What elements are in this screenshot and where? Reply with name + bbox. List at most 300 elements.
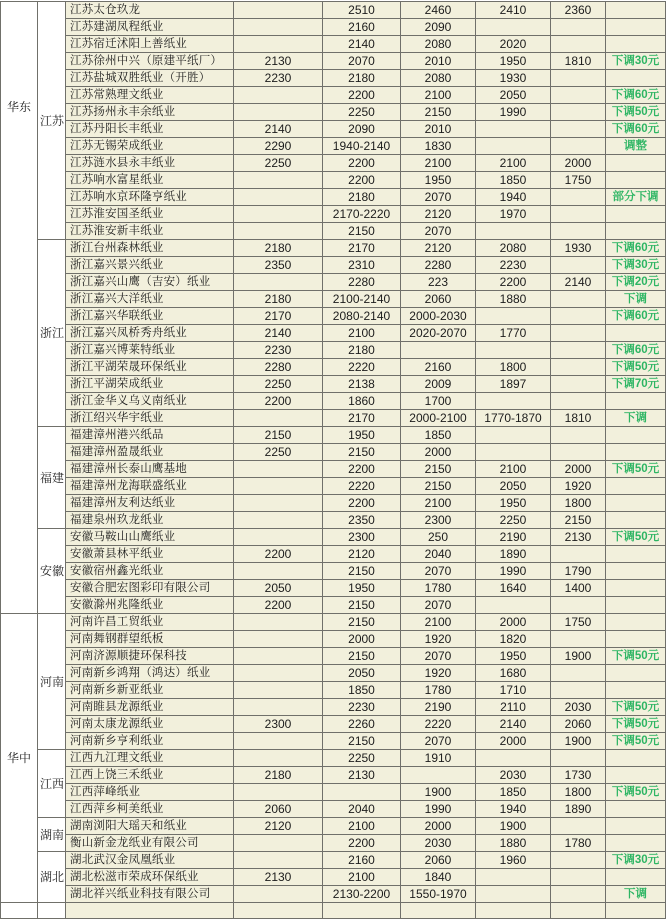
- note-cell: [606, 325, 666, 342]
- price-cell: 1780: [551, 835, 606, 852]
- price-cell: 2120: [401, 206, 476, 223]
- price-cell: [234, 682, 323, 699]
- price-cell: 2180: [234, 291, 323, 308]
- price-cell: 2280: [401, 257, 476, 274]
- price-cell: 2180: [323, 342, 401, 359]
- table-row: [1, 461, 666, 478]
- price-cell: 2100: [323, 869, 401, 886]
- note-cell: 下调50元: [606, 784, 666, 801]
- table-row: [1, 835, 666, 852]
- price-cell: 1780: [401, 580, 476, 597]
- price-cell: 2230: [476, 257, 551, 274]
- table-row: [1, 733, 666, 750]
- price-cell: 2120: [323, 546, 401, 563]
- price-cell: 2100: [401, 495, 476, 512]
- note-cell: [606, 903, 666, 919]
- note-cell: 下调30元: [606, 257, 666, 274]
- note-cell: 部分下调: [606, 189, 666, 206]
- price-cell: 2200: [323, 835, 401, 852]
- note-cell: 下调: [606, 291, 666, 308]
- table-row: [1, 359, 666, 376]
- price-cell: 2120: [234, 818, 323, 835]
- province-cell: [38, 903, 66, 919]
- price-cell: 2460: [401, 2, 476, 19]
- price-cell: 1810: [551, 410, 606, 427]
- price-cell: 2000: [476, 614, 551, 631]
- company-cell: 江苏扬州永丰余纸业: [66, 104, 234, 121]
- price-cell: 1800: [551, 784, 606, 801]
- price-cell: 1770: [476, 325, 551, 342]
- price-cell: 2000: [476, 733, 551, 750]
- price-cell: 2150: [551, 512, 606, 529]
- price-cell: 2170: [234, 308, 323, 325]
- price-cell: [401, 903, 476, 919]
- company-cell: 江苏涟水县永丰纸业: [66, 155, 234, 172]
- table-row: [1, 546, 666, 563]
- price-cell: [476, 869, 551, 886]
- price-cell: 2140: [476, 716, 551, 733]
- price-cell: 2130: [234, 869, 323, 886]
- company-cell: 湖北武汉金凤凰纸业: [66, 852, 234, 869]
- price-cell: 2250: [476, 512, 551, 529]
- price-cell: 1950: [323, 427, 401, 444]
- price-cell: 250: [401, 529, 476, 546]
- price-cell: 2140: [551, 274, 606, 291]
- table-row: [1, 189, 666, 206]
- price-cell: [551, 138, 606, 155]
- company-cell: 江西九江理文纸业: [66, 750, 234, 767]
- price-cell: 2000: [401, 444, 476, 461]
- price-cell: 2100: [401, 87, 476, 104]
- province-cell: 江苏: [38, 2, 66, 240]
- price-cell: [551, 342, 606, 359]
- table-row: [1, 597, 666, 614]
- price-cell: [234, 189, 323, 206]
- price-cell: [234, 614, 323, 631]
- price-cell: 1990: [401, 801, 476, 818]
- price-cell: 2090: [401, 19, 476, 36]
- price-cell: 2070: [401, 648, 476, 665]
- price-cell: 2180: [323, 189, 401, 206]
- note-cell: 下调50元: [606, 529, 666, 546]
- price-cell: 2170: [323, 240, 401, 257]
- company-cell: 江西上饶三禾纸业: [66, 767, 234, 784]
- price-cell: 1850: [323, 682, 401, 699]
- table-row: [1, 257, 666, 274]
- price-cell: 2020: [476, 36, 551, 53]
- price-cell: 2138: [323, 376, 401, 393]
- price-cell: [234, 206, 323, 223]
- company-cell: 江苏徐州中兴（原建平纸厂）: [66, 53, 234, 70]
- price-cell: 2200: [476, 274, 551, 291]
- note-cell: 下调60元: [606, 87, 666, 104]
- price-cell: 2160: [401, 359, 476, 376]
- price-cell: 2150: [401, 461, 476, 478]
- price-cell: 1940: [476, 801, 551, 818]
- note-cell: [606, 869, 666, 886]
- table-row: [1, 325, 666, 342]
- table-row: [1, 682, 666, 699]
- price-cell: 2150: [401, 104, 476, 121]
- price-cell: 1680: [476, 665, 551, 682]
- price-cell: 1640: [476, 580, 551, 597]
- price-cell: 2230: [323, 699, 401, 716]
- price-cell: 2009: [401, 376, 476, 393]
- price-cell: 2140: [234, 325, 323, 342]
- price-cell: 2160: [323, 852, 401, 869]
- company-cell: 江苏响水京环隆亨纸业: [66, 189, 234, 206]
- province-cell: 浙江: [38, 240, 66, 427]
- price-cell: [551, 682, 606, 699]
- note-cell: 下调50元: [606, 461, 666, 478]
- price-cell: 1860: [323, 393, 401, 410]
- note-cell: [606, 767, 666, 784]
- table-row: [1, 104, 666, 121]
- price-cell: [476, 903, 551, 919]
- price-cell: 1770-1870: [476, 410, 551, 427]
- price-cell: [551, 19, 606, 36]
- table-row: [1, 818, 666, 835]
- table-row: [1, 478, 666, 495]
- note-cell: [606, 70, 666, 87]
- price-cell: [476, 750, 551, 767]
- price-cell: 2410: [476, 2, 551, 19]
- price-cell: 2280: [323, 274, 401, 291]
- price-cell: [234, 36, 323, 53]
- table-row: [1, 631, 666, 648]
- price-cell: 1970: [476, 206, 551, 223]
- company-cell: 河南许昌工贸纸业: [66, 614, 234, 631]
- price-cell: 1990: [476, 104, 551, 121]
- company-cell: 江西萍乡柯美纸业: [66, 801, 234, 818]
- province-cell: 湖南: [38, 818, 66, 852]
- price-cell: [551, 597, 606, 614]
- price-cell: [234, 274, 323, 291]
- note-cell: 下调70元: [606, 376, 666, 393]
- table-row: [1, 903, 666, 919]
- price-cell: 1710: [476, 682, 551, 699]
- price-cell: [234, 87, 323, 104]
- company-cell: 浙江嘉兴景兴纸业: [66, 257, 234, 274]
- price-cell: [234, 529, 323, 546]
- province-cell: 湖北: [38, 852, 66, 903]
- company-cell: 浙江嘉兴大洋纸业: [66, 291, 234, 308]
- price-cell: 2000-2100: [401, 410, 476, 427]
- note-cell: [606, 665, 666, 682]
- table-row: [1, 376, 666, 393]
- province-cell: 福建: [38, 427, 66, 529]
- company-cell: 浙江台州森林纸业: [66, 240, 234, 257]
- price-cell: 1780: [401, 682, 476, 699]
- price-cell: 2080: [401, 70, 476, 87]
- region-cell: [1, 2, 38, 614]
- price-cell: 1990: [476, 563, 551, 580]
- table-row: [1, 410, 666, 427]
- price-cell: 2250: [234, 155, 323, 172]
- company-cell: 江西萍峰纸业: [66, 784, 234, 801]
- company-cell: 河南济源顺捷环保科技: [66, 648, 234, 665]
- province-cell: 江西: [38, 750, 66, 818]
- note-cell: [606, 478, 666, 495]
- price-cell: 1950: [476, 648, 551, 665]
- table-row: [1, 291, 666, 308]
- price-cell: 1850: [476, 784, 551, 801]
- price-cell: [551, 546, 606, 563]
- note-cell: 下调20元: [606, 274, 666, 291]
- company-cell: 福建漳州友利达纸业: [66, 495, 234, 512]
- note-cell: [606, 580, 666, 597]
- price-cell: [476, 19, 551, 36]
- price-cell: 1840: [401, 869, 476, 886]
- price-cell: [551, 869, 606, 886]
- table-row: [1, 444, 666, 461]
- company-cell: 安徽宿州鑫光纸业: [66, 563, 234, 580]
- price-cell: [551, 376, 606, 393]
- price-cell: [234, 2, 323, 19]
- price-cell: 2140: [323, 36, 401, 53]
- table-row: [1, 308, 666, 325]
- price-cell: [234, 495, 323, 512]
- note-cell: [606, 172, 666, 189]
- company-cell: 河南新乡鸿翔（鸿达）纸业: [66, 665, 234, 682]
- region-cell: [1, 903, 38, 919]
- note-cell: 下调: [606, 886, 666, 903]
- table-row: [1, 852, 666, 869]
- price-cell: [401, 767, 476, 784]
- price-cell: 1940-2140: [323, 138, 401, 155]
- price-cell: [476, 444, 551, 461]
- price-cell: 2250: [234, 444, 323, 461]
- table-row: [1, 36, 666, 53]
- note-cell: 下调50元: [606, 104, 666, 121]
- table-row: [1, 801, 666, 818]
- table-row: [1, 393, 666, 410]
- note-cell: 下调50元: [606, 359, 666, 376]
- price-cell: [234, 563, 323, 580]
- price-cell: 2100-2140: [323, 291, 401, 308]
- price-cell: [234, 461, 323, 478]
- company-cell: 福建漳州港兴纸品: [66, 427, 234, 444]
- price-cell: [234, 852, 323, 869]
- price-cell: [234, 903, 323, 919]
- price-cell: [323, 784, 401, 801]
- note-cell: [606, 512, 666, 529]
- table-row: [1, 427, 666, 444]
- price-cell: 2150: [401, 478, 476, 495]
- table-row: [1, 563, 666, 580]
- price-cell: [551, 393, 606, 410]
- company-cell: 福建漳州龙海联盛纸业: [66, 478, 234, 495]
- price-cell: 2150: [323, 223, 401, 240]
- price-cell: 2150: [323, 648, 401, 665]
- note-cell: [606, 801, 666, 818]
- price-cell: 2110: [476, 699, 551, 716]
- price-cell: [234, 19, 323, 36]
- company-cell: 浙江嘉兴博莱特纸业: [66, 342, 234, 359]
- price-cell: 1730: [551, 767, 606, 784]
- price-cell: 2180: [323, 70, 401, 87]
- note-cell: 下调60元: [606, 342, 666, 359]
- price-cell: 2050: [476, 478, 551, 495]
- note-cell: [606, 393, 666, 410]
- table-row: [1, 869, 666, 886]
- price-cell: [551, 665, 606, 682]
- price-cell: [551, 70, 606, 87]
- table-row: [1, 495, 666, 512]
- price-cell: 2100: [476, 155, 551, 172]
- price-cell: [234, 410, 323, 427]
- company-cell: 浙江平湖荣成纸业: [66, 376, 234, 393]
- company-cell: 浙江平湖荣晟环保纸业: [66, 359, 234, 376]
- price-cell: 2090: [323, 121, 401, 138]
- note-cell: 调整: [606, 138, 666, 155]
- note-cell: 下调30元: [606, 852, 666, 869]
- price-cell: 2150: [323, 444, 401, 461]
- province-cell: 安徽: [38, 529, 66, 614]
- price-cell: 2070: [401, 189, 476, 206]
- price-cell: 2000: [551, 461, 606, 478]
- price-cell: [551, 36, 606, 53]
- price-cell: 1880: [476, 291, 551, 308]
- company-cell: 浙江金华义乌义南纸业: [66, 393, 234, 410]
- price-cell: 1930: [551, 240, 606, 257]
- region-cell: [1, 614, 38, 903]
- table-row: [1, 240, 666, 257]
- price-cell: 2200: [234, 597, 323, 614]
- price-cell: [476, 886, 551, 903]
- company-cell: 浙江嘉兴凤桥秀舟纸业: [66, 325, 234, 342]
- price-cell: [234, 750, 323, 767]
- price-cell: [323, 903, 401, 919]
- price-cell: 2070: [401, 597, 476, 614]
- price-cell: 2200: [323, 495, 401, 512]
- price-cell: 2150: [323, 614, 401, 631]
- price-cell: [234, 512, 323, 529]
- price-cell: 2250: [234, 376, 323, 393]
- price-cell: [234, 223, 323, 240]
- price-cell: 2100: [323, 325, 401, 342]
- price-cell: 1850: [476, 172, 551, 189]
- table-row: [1, 155, 666, 172]
- price-cell: 2010: [401, 53, 476, 70]
- price-cell: 1830: [401, 138, 476, 155]
- price-cell: 2060: [234, 801, 323, 818]
- note-cell: 下调50元: [606, 733, 666, 750]
- price-cell: [234, 784, 323, 801]
- price-cell: [551, 104, 606, 121]
- note-cell: [606, 36, 666, 53]
- price-cell: 2030: [551, 699, 606, 716]
- table-row: [1, 274, 666, 291]
- price-cell: 1910: [401, 750, 476, 767]
- price-table-container: [0, 1, 665, 901]
- table-row: [1, 19, 666, 36]
- price-cell: 2130: [323, 767, 401, 784]
- price-cell: 2190: [476, 529, 551, 546]
- price-cell: 2130: [551, 529, 606, 546]
- price-cell: 1920: [401, 665, 476, 682]
- note-cell: [606, 427, 666, 444]
- note-cell: [606, 19, 666, 36]
- price-cell: 1800: [476, 359, 551, 376]
- company-cell: 江苏淮安新丰纸业: [66, 223, 234, 240]
- price-cell: 2020-2070: [401, 325, 476, 342]
- price-cell: 2060: [551, 716, 606, 733]
- price-cell: 1820: [476, 631, 551, 648]
- price-cell: 1550-1970: [401, 886, 476, 903]
- price-cell: 2080: [401, 36, 476, 53]
- price-cell: 2300: [234, 716, 323, 733]
- table-row: [1, 614, 666, 631]
- price-cell: [551, 87, 606, 104]
- table-row: [1, 529, 666, 546]
- company-cell: 江苏常熟理文纸业: [66, 87, 234, 104]
- price-cell: 1800: [551, 495, 606, 512]
- price-cell: 2350: [234, 257, 323, 274]
- note-cell: [606, 614, 666, 631]
- table-row: [1, 699, 666, 716]
- note-cell: [606, 682, 666, 699]
- price-cell: 2030: [401, 835, 476, 852]
- note-cell: [606, 495, 666, 512]
- price-cell: 1900: [551, 733, 606, 750]
- price-cell: 1700: [401, 393, 476, 410]
- price-table-body: [1, 2, 666, 919]
- province-cell: 河南: [38, 614, 66, 750]
- price-cell: 2350: [323, 512, 401, 529]
- table-row: [1, 580, 666, 597]
- price-cell: 2070: [401, 733, 476, 750]
- price-cell: 2040: [401, 546, 476, 563]
- note-cell: 下调: [606, 410, 666, 427]
- price-cell: 2080-2140: [323, 308, 401, 325]
- price-cell: [401, 342, 476, 359]
- company-cell: 安徽合肥宏图彩印有限公司: [66, 580, 234, 597]
- price-cell: 2220: [323, 359, 401, 376]
- price-cell: 2180: [234, 767, 323, 784]
- table-row: [1, 784, 666, 801]
- company-cell: 江苏建湖凤程纸业: [66, 19, 234, 36]
- company-cell: 江苏太仓玖龙: [66, 2, 234, 19]
- note-cell: [606, 563, 666, 580]
- company-cell: [66, 903, 234, 919]
- price-cell: 2190: [401, 699, 476, 716]
- price-cell: 2170: [323, 410, 401, 427]
- price-cell: [234, 172, 323, 189]
- price-cell: 2130-2200: [323, 886, 401, 903]
- note-cell: 下调30元: [606, 53, 666, 70]
- price-cell: 2050: [476, 87, 551, 104]
- price-cell: [234, 104, 323, 121]
- price-cell: 1900: [476, 818, 551, 835]
- price-cell: [551, 852, 606, 869]
- price-cell: [476, 138, 551, 155]
- price-cell: 2170-2220: [323, 206, 401, 223]
- note-cell: 下调50元: [606, 716, 666, 733]
- price-cell: [476, 427, 551, 444]
- price-cell: 2200: [234, 393, 323, 410]
- price-cell: [476, 597, 551, 614]
- table-row: [1, 172, 666, 189]
- price-cell: [476, 393, 551, 410]
- price-cell: [476, 342, 551, 359]
- company-cell: 河南睢县龙源纸业: [66, 699, 234, 716]
- table-row: [1, 648, 666, 665]
- company-cell: 江苏盐城双胜纸业（开胜）: [66, 70, 234, 87]
- price-cell: [551, 750, 606, 767]
- price-cell: 2150: [323, 597, 401, 614]
- price-cell: 2100: [323, 818, 401, 835]
